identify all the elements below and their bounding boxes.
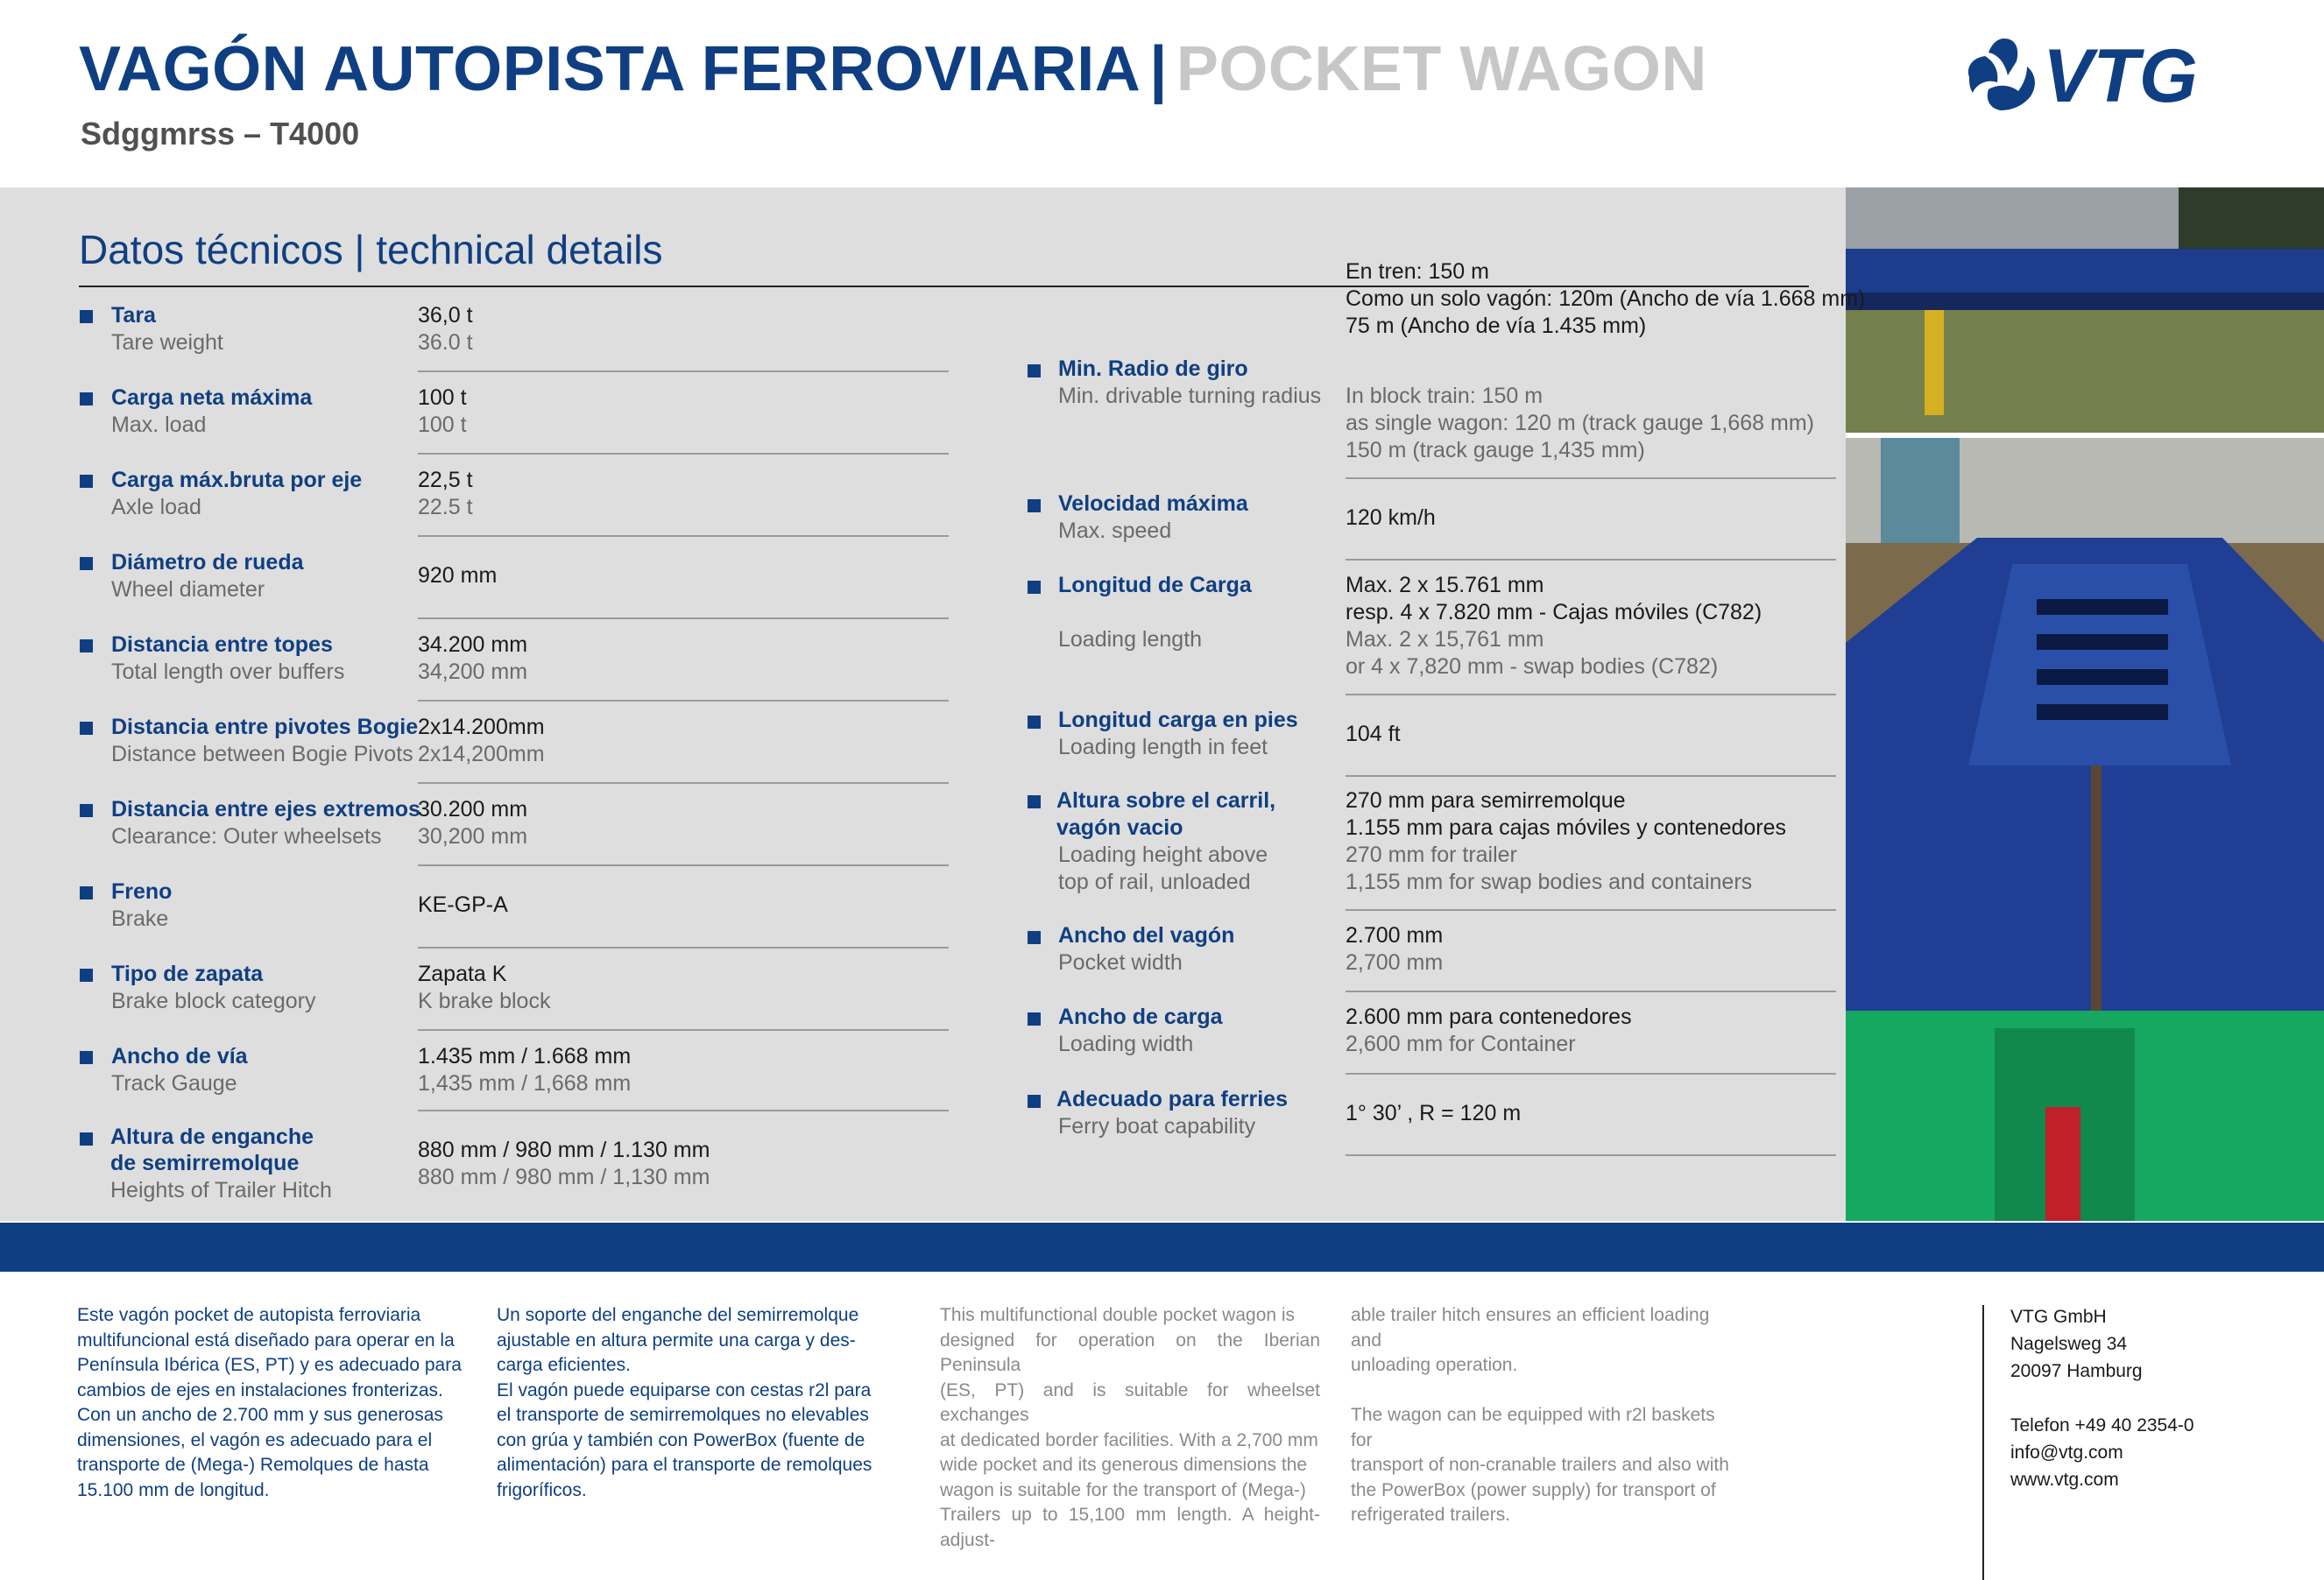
spec-value-es: 22,5 t <box>418 468 473 492</box>
vtg-logo-text: VTG <box>2043 35 2198 114</box>
spec-label-es: Distancia entre ejes extremos <box>111 797 420 822</box>
spec-value-en: K brake block <box>418 989 551 1013</box>
spec-label-en: Loading width <box>1058 1032 1194 1056</box>
vtg-emblem-icon <box>1968 39 2035 110</box>
spec-label-en: Loading length in feet <box>1058 735 1268 759</box>
spec-value-en: as single wagon: 120 m (track gauge 1,668 mm) <box>1346 411 1814 435</box>
vtg-logo <box>1962 35 2251 114</box>
spec-value-es: 2.600 mm para contenedores <box>1346 1005 1632 1029</box>
text-line: Península Ibérica (ES, PT) y es adecuado para <box>77 1355 462 1375</box>
spec-label-en: Max. load <box>111 413 207 437</box>
model-subtitle: Sdggmrss – T4000 <box>81 116 360 152</box>
spec-value-en: 100 t <box>418 413 467 437</box>
row-divider <box>418 700 949 702</box>
spec-label-es: Diámetro de rueda <box>111 550 304 575</box>
description-es-col1 <box>77 1303 466 1503</box>
text-line: dimensiones, el vagón es adecuado para el <box>77 1429 433 1450</box>
spacer <box>2010 1385 2194 1412</box>
spec-value-es: 34.200 mm <box>418 632 528 657</box>
row-divider <box>418 947 949 949</box>
row-divider <box>1346 1154 1836 1156</box>
text-line: Este vagón pocket de autopista ferroviaria <box>77 1305 421 1325</box>
bullet-icon <box>1028 795 1041 808</box>
street: Nagelsweg 34 <box>2010 1334 2128 1354</box>
spec-label-es: Ancho de carga <box>1058 1005 1223 1029</box>
row-divider <box>1346 477 1836 479</box>
wagon-photo <box>1846 187 2324 1221</box>
bullet-icon <box>80 1051 93 1064</box>
company-name: VTG GmbH <box>2010 1307 2107 1327</box>
bullet-icon <box>1028 1012 1041 1026</box>
spec-label-en: Loading length <box>1058 627 1203 652</box>
spec-value-en: 1,435 mm / 1,668 mm <box>418 1071 632 1096</box>
text-line: the PowerBox (power supply) for transport of <box>1351 1479 1716 1500</box>
website-link[interactable]: www.vtg.com <box>2010 1470 2119 1490</box>
bullet-icon <box>80 392 93 406</box>
spec-value-es: 1.155 mm para cajas móviles y contenedores <box>1346 815 1787 840</box>
spec-label-es: de semirremolque <box>110 1151 300 1175</box>
row-divider <box>418 370 949 372</box>
text-line: El vagón puede equiparse con cestas r2l para <box>497 1379 872 1400</box>
bullet-icon <box>80 1132 93 1146</box>
row-divider <box>418 617 949 619</box>
bullet-icon <box>80 886 93 899</box>
spec-label-es: Altura de enganche <box>110 1125 314 1149</box>
technical-details-panel <box>0 187 1846 1221</box>
city: 20097 Hamburg <box>2010 1361 2143 1381</box>
row-divider <box>1346 775 1836 777</box>
spec-label-es: Min. Radio de giro <box>1058 356 1248 381</box>
spec-value-es: 880 mm / 980 mm / 1.130 mm <box>418 1138 710 1162</box>
title-english: POCKET WAGON <box>1176 34 1707 104</box>
text-line: refrigerated trailers. <box>1351 1505 1511 1525</box>
spec-label-en: Tare weight <box>111 330 223 355</box>
spec-value-en: Max. 2 x 15,761 mm <box>1346 627 1544 652</box>
spec-label-es: Tipo de zapata <box>111 962 264 986</box>
spec-label-es: vagón vacio <box>1056 815 1183 840</box>
spec-label-en: Clearance: Outer wheelsets <box>111 824 382 849</box>
spacer <box>1351 1379 1736 1404</box>
spec-value-es: Max. 2 x 15.761 mm <box>1346 573 1544 597</box>
row-divider <box>1346 909 1836 911</box>
spec-label-es: Freno <box>111 879 173 904</box>
bullet-icon <box>1028 581 1041 594</box>
bullet-icon <box>1028 364 1041 377</box>
spec-value-en: 880 mm / 980 mm / 1,130 mm <box>418 1165 710 1189</box>
bullet-icon <box>80 310 93 323</box>
bullet-icon <box>80 475 93 488</box>
text-line: Un soporte del enganche del semirremolque <box>497 1305 859 1325</box>
spec-label-es: Distancia entre topes <box>111 632 333 657</box>
spec-label-en: Track Gauge <box>111 1071 237 1096</box>
spec-label-en: Heights of Trailer Hitch <box>110 1178 332 1203</box>
spec-label-en: Max. speed <box>1058 518 1172 543</box>
row-divider <box>418 453 949 455</box>
text-line: carga eficientes. <box>497 1355 631 1375</box>
spec-label-es: Ancho de vía <box>111 1044 248 1069</box>
spec-value-es: 920 mm <box>418 563 498 588</box>
spec-value-es: 1.435 mm / 1.668 mm <box>418 1044 632 1069</box>
text-line: This multifunctional double pocket wagon is <box>940 1305 1296 1325</box>
row-divider <box>1346 1073 1836 1075</box>
spec-value-es: Como un solo vagón: 120m (Ancho de vía 1.668 mm) <box>1346 286 1866 311</box>
text-line: multifuncional está diseñado para operar en la <box>77 1330 455 1351</box>
text-line: wagon is suitable for the transport of (Mega-) <box>940 1479 1306 1500</box>
text-line: (ES, PT) and is suitable for wheelset exchanges <box>940 1379 1320 1425</box>
text-line: con grúa y también con PowerBox (fuente de <box>497 1429 865 1450</box>
spec-label-en: Pocket width <box>1058 950 1183 975</box>
spec-label-en: Distance between Bogie Pivots <box>111 742 413 766</box>
text-line: wide pocket and its generous dimensions the <box>940 1455 1308 1475</box>
document-title <box>79 33 1707 105</box>
description-es-col2 <box>497 1303 887 1503</box>
spec-value-es: 2.700 mm <box>1346 923 1444 948</box>
spec-label-es: Adecuado para ferries <box>1056 1087 1288 1111</box>
row-divider <box>1346 694 1836 695</box>
spec-value-es: 270 mm para semirremolque <box>1346 788 1626 813</box>
spec-label-en: Total length over buffers <box>111 660 345 684</box>
spec-value-en: 2x14,200mm <box>418 742 545 766</box>
spec-label-es: Ancho del vagón <box>1058 923 1235 948</box>
title-separator: | <box>1149 34 1168 104</box>
spec-label-en: top of rail, unloaded <box>1058 870 1251 894</box>
spec-value-es: KE-GP-A <box>418 892 508 917</box>
spec-value-es: 36,0 t <box>418 303 473 328</box>
row-divider <box>418 1029 949 1031</box>
spec-value-es: 100 t <box>418 385 467 410</box>
text-line: The wagon can be equipped with r2l baskets for <box>1351 1405 1715 1450</box>
row-divider <box>1346 559 1836 561</box>
row-divider <box>418 535 949 537</box>
bullet-icon <box>1028 716 1041 729</box>
spec-value-es: 104 ft <box>1346 722 1401 746</box>
text-line: cambios de ejes en instalaciones fronterizas. <box>77 1379 443 1400</box>
company-address <box>2010 1303 2194 1493</box>
spec-value-en: or 4 x 7,820 mm - swap bodies (C782) <box>1346 654 1719 679</box>
spec-value-en: 1,155 mm for swap bodies and containers <box>1346 870 1753 894</box>
spec-label-en: Wheel diameter <box>111 577 265 602</box>
address-divider <box>1982 1305 1984 1580</box>
spec-value-en: 22.5 t <box>418 495 473 519</box>
spec-label-es: Velocidad máxima <box>1058 491 1248 516</box>
phone: Telefon +49 40 2354-0 <box>2010 1415 2194 1435</box>
spec-value-en: 2,600 mm for Container <box>1346 1032 1576 1056</box>
text-line: at dedicated border facilities. With a 2,700 mm <box>940 1429 1318 1450</box>
spec-value-es: 120 km/h <box>1346 505 1436 530</box>
row-divider <box>1346 991 1836 992</box>
text-line: Trailers up to 15,100 mm length. A height-adjust- <box>940 1505 1320 1550</box>
text-line: 15.100 mm de longitud. <box>77 1479 270 1500</box>
spec-value-es: 1° 30’ , R = 120 m <box>1346 1101 1522 1125</box>
bullet-icon <box>80 804 93 817</box>
title-spanish: VAGÓN AUTOPISTA FERROVIARIA <box>79 34 1141 104</box>
bullet-icon <box>1028 499 1041 512</box>
bullet-icon <box>80 722 93 735</box>
text-line: el transporte de semirremolques no elevables <box>497 1405 869 1425</box>
text-line: Con un ancho de 2.700 mm y sus generosas <box>77 1405 443 1425</box>
footer-accent-bar <box>0 1223 2324 1272</box>
row-divider <box>418 782 949 784</box>
bullet-icon <box>80 969 93 982</box>
bullet-icon <box>1028 1095 1041 1108</box>
spec-label-es: Distancia entre pivotes Bogie <box>111 715 419 739</box>
description-en-col2 <box>1351 1303 1736 1528</box>
section-title: Datos técnicos | technical details <box>79 227 663 272</box>
spec-value-es: En tren: 150 m <box>1346 259 1489 284</box>
text-line: transporte de (Mega-) Remolques de hasta <box>77 1455 429 1475</box>
spec-value-en: In block train: 150 m <box>1346 384 1543 408</box>
bullet-icon <box>1028 931 1041 944</box>
row-divider <box>418 1110 949 1111</box>
spec-value-en: 36.0 t <box>418 330 473 355</box>
bullet-icon <box>80 557 93 570</box>
text-line: designed for operation on the Iberian Peninsula <box>940 1330 1320 1375</box>
spec-label-es: Carga neta máxima <box>111 385 313 410</box>
spec-value-en: 270 mm for trailer <box>1346 843 1517 867</box>
spec-value-es: 75 m (Ancho de vía 1.435 mm) <box>1346 314 1647 338</box>
spec-label-es: Altura sobre el carril, <box>1056 788 1276 813</box>
spec-label-en: Brake block category <box>111 989 316 1013</box>
bullet-icon <box>80 639 93 652</box>
spec-label-es: Longitud de Carga <box>1058 573 1252 597</box>
spec-label-es: Carga máx.bruta por eje <box>111 468 363 492</box>
spec-value-es: Zapata K <box>418 962 507 986</box>
spec-label-es: Tara <box>111 303 156 328</box>
text-line: ajustable en altura permite una carga y des- <box>497 1330 856 1351</box>
text-line: alimentación) para el transporte de remolques <box>497 1455 872 1475</box>
description-en-col1 <box>940 1303 1320 1553</box>
spec-label-en: Ferry boat capability <box>1058 1114 1256 1139</box>
row-divider <box>418 864 949 866</box>
text-line: transport of non-cranable trailers and also with <box>1351 1455 1729 1475</box>
spec-value-es: resp. 4 x 7.820 mm - Cajas móviles (C782) <box>1346 600 1762 624</box>
spec-label-en: Axle load <box>111 495 201 519</box>
spec-value-es: 30.200 mm <box>418 797 528 822</box>
text-line: able trailer hitch ensures an efficient loading and <box>1351 1305 1710 1351</box>
text-line: unloading operation. <box>1351 1355 1518 1375</box>
spec-value-en: 150 m (track gauge 1,435 mm) <box>1346 438 1645 462</box>
spec-label-en: Brake <box>111 906 169 931</box>
spec-label-en: Min. drivable turning radius <box>1058 384 1322 408</box>
spec-value-en: 34,200 mm <box>418 660 528 684</box>
spec-label-en: Loading height above <box>1058 843 1268 867</box>
email-link[interactable]: info@vtg.com <box>2010 1442 2123 1463</box>
spec-label-es: Longitud carga en pies <box>1058 708 1298 732</box>
spec-value-en: 2,700 mm <box>1346 950 1444 975</box>
spec-value-en: 30,200 mm <box>418 824 528 849</box>
text-line: frigoríficos. <box>497 1479 587 1500</box>
spec-value-es: 2x14.200mm <box>418 715 545 739</box>
